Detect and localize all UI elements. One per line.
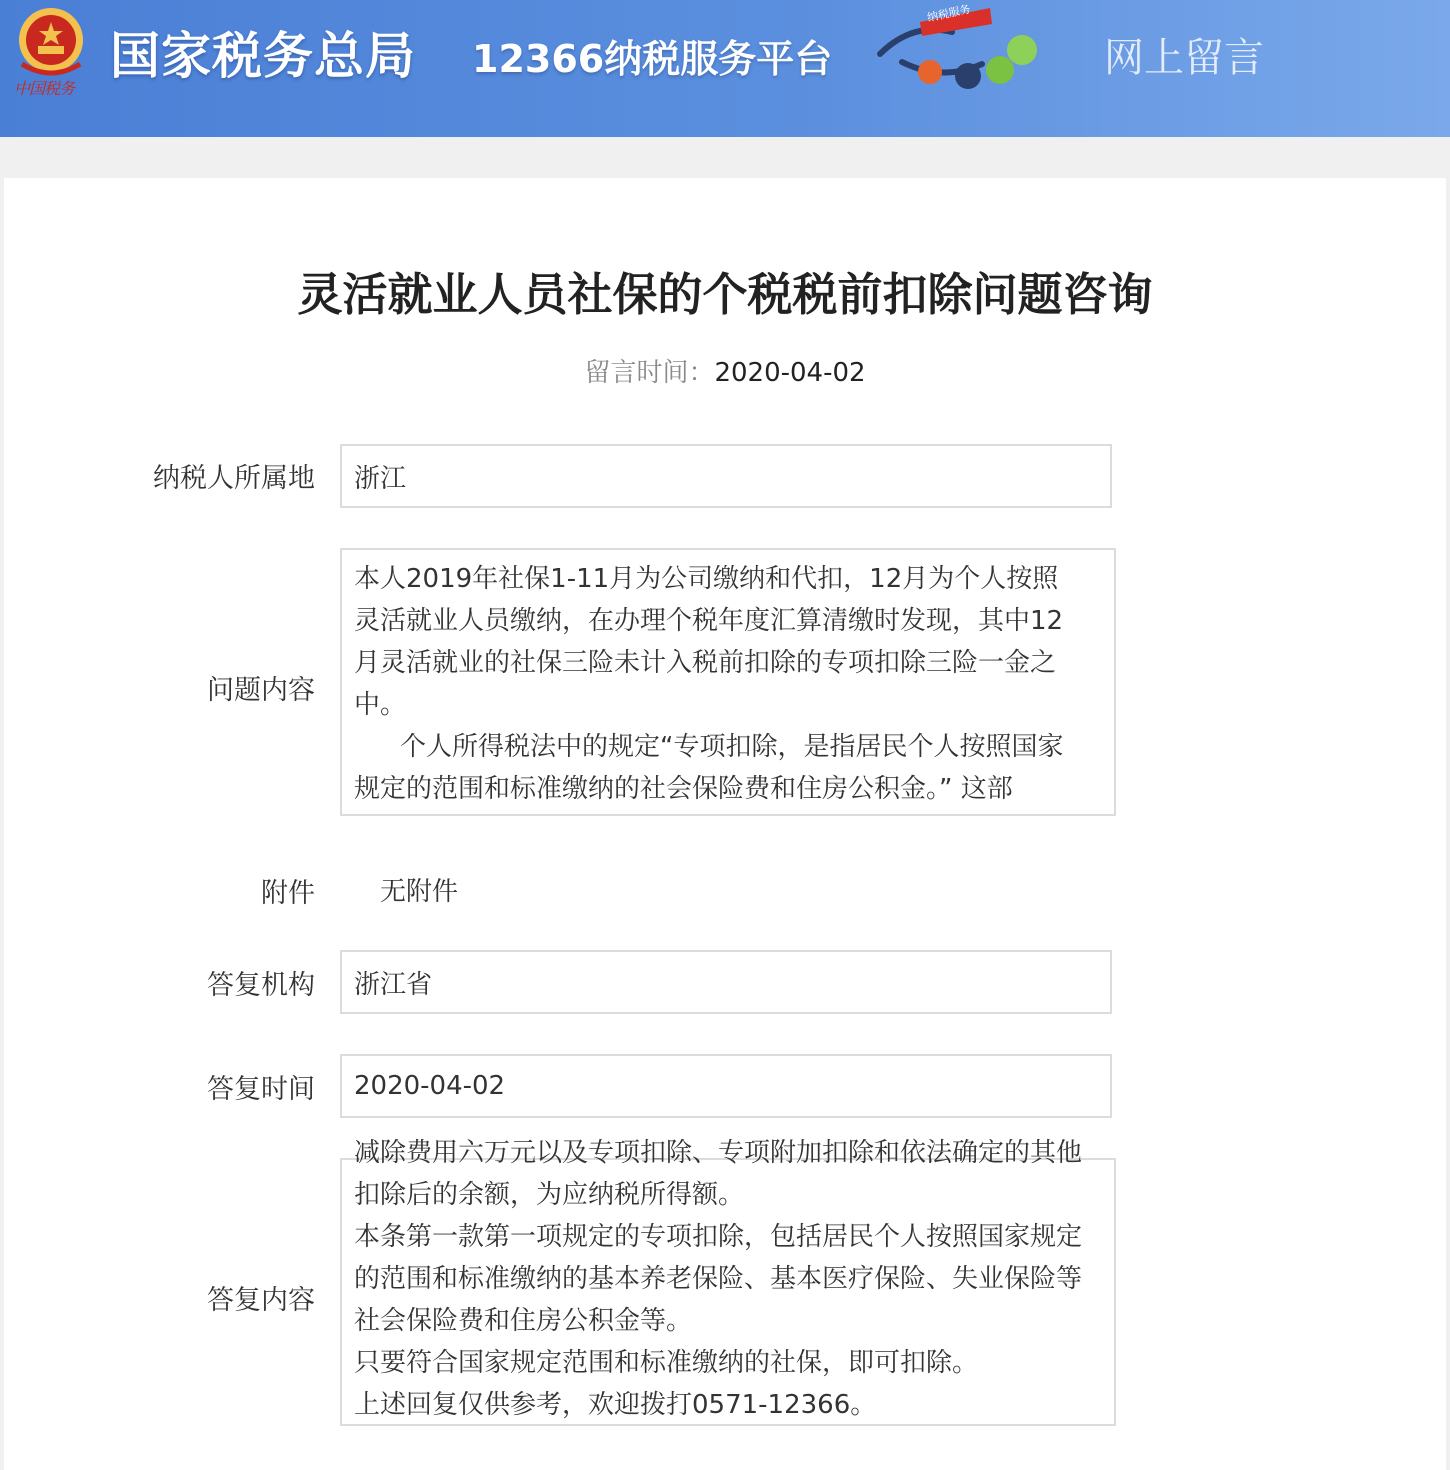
attachment-value: 无附件 bbox=[380, 877, 459, 907]
reply-org-label: 答复机构 bbox=[207, 970, 315, 1001]
question-label: 问题内容 bbox=[207, 675, 315, 706]
brand-title[interactable]: 国家税务总局 bbox=[110, 27, 416, 85]
page-title: 灵活就业人员社保的个税税前扣除问题咨询 bbox=[297, 268, 1153, 321]
location-field[interactable]: 浙江 bbox=[340, 444, 1112, 508]
reply-content-label: 答复内容 bbox=[207, 1285, 315, 1316]
reply-org-field[interactable]: 浙江省 bbox=[340, 950, 1112, 1014]
question-content-box[interactable] bbox=[340, 548, 1116, 816]
reply-paragraph: 只要符合国家规定范围和标准缴纳的社保，即可扣除。 bbox=[354, 1348, 979, 1378]
reply-paragraph: 本条第一款第一项规定的专项扣除，包括居民个人按照国家规定的范围和标准缴纳的基本养老保险、基本医疗保险、失业保险等社会保险费和住房公积金等。 bbox=[354, 1222, 1083, 1336]
consultation-card bbox=[4, 178, 1446, 1470]
online-message-link[interactable]: 网上留言 bbox=[1104, 35, 1264, 81]
emblem-caption: 中国税务 bbox=[14, 79, 75, 98]
reply-time-field[interactable]: 2020-04-02 bbox=[340, 1054, 1112, 1118]
reply-paragraph: 上述回复仅供参考，欢迎拨打0571-12366。 bbox=[354, 1390, 877, 1420]
message-time-value: 2020-04-02 bbox=[714, 358, 866, 388]
attachment-label: 附件 bbox=[261, 878, 315, 909]
reply-paragraph: 减除费用六万元以及专项扣除、专项附加扣除和依法确定的其他扣除后的余额，为应纳税所得额。 bbox=[354, 1138, 1083, 1210]
question-paragraph: 本人2019年社保1-11月为公司缴纳和代扣，12月为个人按照灵活就业人员缴纳，在办理个税年度汇算清缴时发现，其中12月灵活就业的社保三险未计入税前扣除的专项扣除三险一金之中。 bbox=[354, 564, 1064, 720]
question-paragraph: 个人所得税法中的规定“专项扣除，是指居民个人按照国家规定的范围和标准缴纳的社会保险费和住房公积金。” 这部 bbox=[354, 732, 1064, 804]
reply-time-label: 答复时间 bbox=[207, 1074, 315, 1105]
location-label: 纳税人所属地 bbox=[153, 463, 315, 494]
message-time-label: 留言时间： bbox=[584, 358, 715, 388]
site-header bbox=[0, 0, 1450, 137]
reply-content-box[interactable] bbox=[340, 1138, 1116, 1426]
message-time bbox=[4, 352, 1446, 389]
platform-title[interactable]: 12366纳税服务平台 bbox=[472, 37, 833, 81]
logo-badge: 纳税服务 bbox=[926, 2, 972, 25]
